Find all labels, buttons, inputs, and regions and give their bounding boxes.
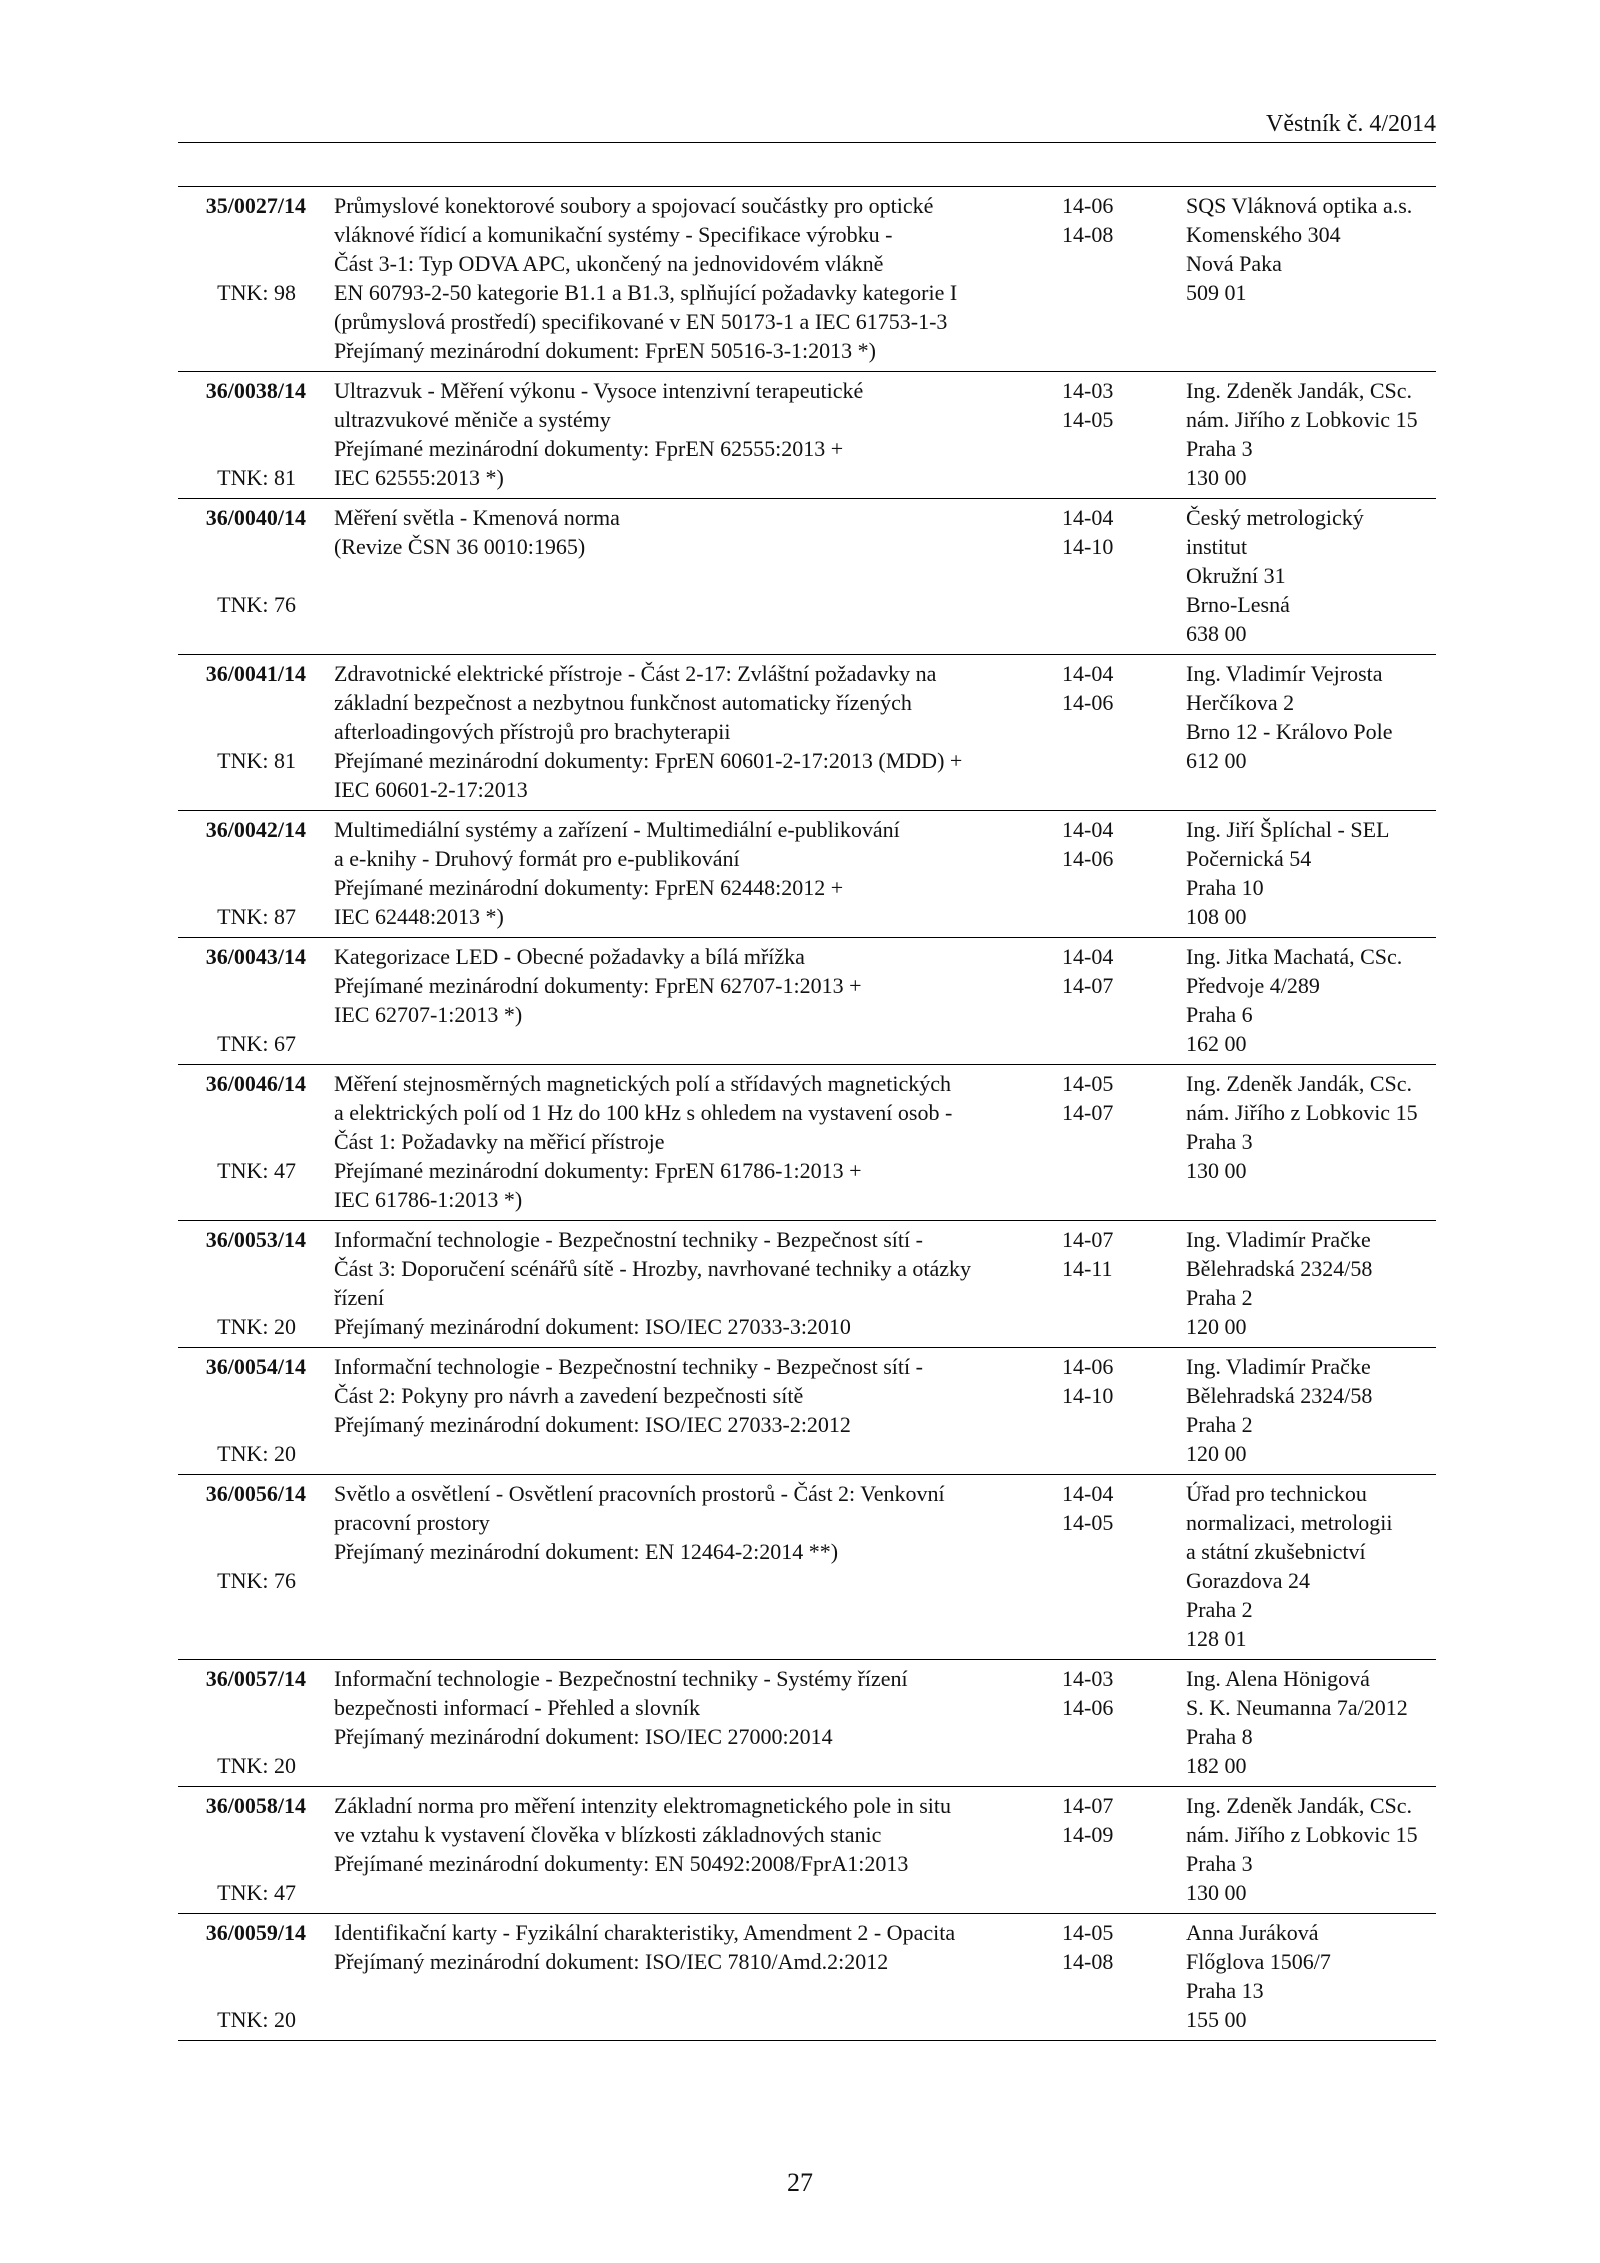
contact-address	[1186, 1791, 1436, 1907]
address-line: institut	[1186, 534, 1248, 559]
date-line: 14-10	[1062, 534, 1114, 559]
tnk-number: TNK: 20	[217, 1441, 296, 1466]
description-line: Přejímaný mezinárodní dokument: ISO/IEC 7810/Amd.2:2012	[334, 1949, 889, 1974]
contact-address	[1186, 815, 1436, 931]
description-line: ultrazvukové měniče a systémy	[334, 407, 611, 432]
description-line: Část 3: Doporučení scénářů sítě - Hrozby, navrhované techniky a otázky	[334, 1256, 971, 1281]
address-line: 128 01	[1186, 1626, 1247, 1651]
standard-description	[334, 1479, 1044, 1566]
address-line: Nová Paka	[1186, 251, 1282, 276]
tnk-number: TNK: 98	[217, 280, 296, 305]
address-line: 182 00	[1186, 1753, 1247, 1778]
standard-description	[334, 1791, 1044, 1878]
standard-description	[334, 1664, 1044, 1751]
date-line: 14-06	[1062, 193, 1114, 218]
journal-title: Věstník č. 4/2014	[1266, 111, 1436, 137]
standard-description	[334, 815, 1044, 931]
date-range	[1062, 815, 1142, 873]
description-line: vláknové řídicí a komunikační systémy - Specifikace výrobku -	[334, 222, 893, 247]
address-line: nám. Jiřího z Lobkovic 15	[1186, 1100, 1418, 1125]
standard-code: 36/0054/14	[205, 1354, 306, 1379]
contact-address	[1186, 1918, 1436, 2034]
table-row	[178, 1065, 1436, 1221]
address-line: Předvoje 4/289	[1186, 973, 1320, 998]
date-line: 14-09	[1062, 1822, 1114, 1847]
description-line: Identifikační karty - Fyzikální charakteristiky, Amendment 2 - Opacita	[334, 1920, 956, 1945]
description-line: Přejímané mezinárodní dokumenty: FprEN 60601-2-17:2013 (MDD) +	[334, 748, 963, 773]
table-row	[178, 1348, 1436, 1475]
address-line: Ing. Jiří Šplíchal - SEL	[1186, 817, 1390, 842]
standard-code: 36/0059/14	[205, 1920, 306, 1945]
address-line: Ing. Zdeněk Jandák, CSc.	[1186, 378, 1413, 403]
standard-code: 36/0056/14	[205, 1481, 306, 1506]
description-line: Kategorizace LED - Obecné požadavky a bílá mřížka	[334, 944, 805, 969]
address-line: S. K. Neumanna 7a/2012	[1186, 1695, 1408, 1720]
description-line: ve vztahu k vystavení člověka v blízkosti základnových stanic	[334, 1822, 882, 1847]
description-line: afterloadingových přístrojů pro brachyterapii	[334, 719, 731, 744]
address-line: Gorazdova 24	[1186, 1568, 1311, 1593]
address-line: Ing. Alena Hönigová	[1186, 1666, 1370, 1691]
date-range	[1062, 376, 1142, 434]
date-line: 14-06	[1062, 1354, 1114, 1379]
standard-description	[334, 659, 1044, 804]
table-row	[178, 372, 1436, 499]
address-line: Ing. Jitka Machatá, CSc.	[1186, 944, 1403, 969]
standard-code: 36/0053/14	[205, 1227, 306, 1252]
address-line: nám. Jiřího z Lobkovic 15	[1186, 1822, 1418, 1847]
description-line: Měření stejnosměrných magnetických polí a střídavých magnetických	[334, 1071, 952, 1096]
date-line: 14-07	[1062, 1100, 1114, 1125]
description-line: Přejímaný mezinárodní dokument: FprEN 50516-3-1:2013 *)	[334, 338, 876, 363]
date-line: 14-11	[1062, 1256, 1113, 1281]
description-line: IEC 62707-1:2013 *)	[334, 1002, 523, 1027]
contact-address	[1186, 659, 1436, 775]
table-row	[178, 499, 1436, 655]
tnk-number: TNK: 20	[217, 1753, 296, 1778]
standard-code: 36/0046/14	[205, 1071, 306, 1096]
table-row	[178, 186, 1436, 372]
address-line: SQS Vláknová optika a.s.	[1186, 193, 1413, 218]
date-line: 14-04	[1062, 505, 1114, 530]
contact-address	[1186, 1352, 1436, 1468]
address-line: Praha 3	[1186, 1851, 1253, 1876]
date-line: 14-04	[1062, 1481, 1114, 1506]
address-line: Bělehradská 2324/58	[1186, 1383, 1373, 1408]
description-line: a e-knihy - Druhový formát pro e-publikování	[334, 846, 740, 871]
tnk-number: TNK: 47	[217, 1880, 296, 1905]
date-range	[1062, 1352, 1142, 1410]
address-line: 155 00	[1186, 2007, 1247, 2032]
address-line: Praha 8	[1186, 1724, 1253, 1749]
description-line: IEC 61786-1:2013 *)	[334, 1187, 523, 1212]
tnk-number: TNK: 87	[217, 904, 296, 929]
address-line: Okružní 31	[1186, 563, 1286, 588]
description-line: Průmyslové konektorové soubory a spojovací součástky pro optické	[334, 193, 934, 218]
date-range	[1062, 942, 1142, 1000]
standards-table	[178, 186, 1436, 2041]
address-line: Praha 10	[1186, 875, 1264, 900]
address-line: nám. Jiřího z Lobkovic 15	[1186, 407, 1418, 432]
address-line: Ing. Zdeněk Jandák, CSc.	[1186, 1793, 1413, 1818]
address-line: Praha 2	[1186, 1597, 1253, 1622]
contact-address	[1186, 942, 1436, 1058]
address-line: Úřad pro technickou	[1186, 1481, 1367, 1506]
standard-description	[334, 503, 1044, 561]
description-line: Ultrazvuk - Měření výkonu - Vysoce intenzivní terapeutické	[334, 378, 864, 403]
contact-address	[1186, 376, 1436, 492]
description-line: Část 3-1: Typ ODVA APC, ukončený na jednovidovém vlákně	[334, 251, 884, 276]
date-line: 14-06	[1062, 1695, 1114, 1720]
description-line: Zdravotnické elektrické přístroje - Část 2-17: Zvláštní požadavky na	[334, 661, 937, 686]
tnk-number: TNK: 20	[217, 2007, 296, 2032]
description-line: Přejímaný mezinárodní dokument: ISO/IEC 27033-2:2012	[334, 1412, 851, 1437]
address-line: Praha 2	[1186, 1412, 1253, 1437]
description-line: IEC 62448:2013 *)	[334, 904, 504, 929]
standard-description	[334, 1069, 1044, 1214]
description-line: Přejímané mezinárodní dokumenty: FprEN 61786-1:2013 +	[334, 1158, 862, 1183]
date-range	[1062, 503, 1142, 561]
description-line: bezpečnosti informací - Přehled a slovník	[334, 1695, 700, 1720]
address-line: Praha 3	[1186, 436, 1253, 461]
address-line: 130 00	[1186, 465, 1247, 490]
address-line: Počernická 54	[1186, 846, 1312, 871]
table-row	[178, 1787, 1436, 1914]
address-line: Český metrologický	[1186, 505, 1364, 530]
page-number: 27	[787, 2168, 813, 2197]
tnk-number: TNK: 20	[217, 1314, 296, 1339]
date-line: 14-08	[1062, 1949, 1114, 1974]
tnk-number: TNK: 81	[217, 465, 296, 490]
table-row	[178, 1221, 1436, 1348]
description-line: a elektrických polí od 1 Hz do 100 kHz s ohledem na vystavení osob -	[334, 1100, 953, 1125]
standard-code: 36/0057/14	[205, 1666, 306, 1691]
standard-code: 36/0058/14	[205, 1793, 306, 1818]
address-line: 108 00	[1186, 904, 1247, 929]
contact-address	[1186, 1479, 1436, 1653]
address-line: Bělehradská 2324/58	[1186, 1256, 1373, 1281]
table-row	[178, 655, 1436, 811]
description-line: Multimediální systémy a zařízení - Multimediální e-publikování	[334, 817, 900, 842]
description-line: Základní norma pro měření intenzity elektromagnetického pole in situ	[334, 1793, 952, 1818]
description-line: Informační technologie - Bezpečnostní techniky - Bezpečnost sítí -	[334, 1354, 923, 1379]
address-line: Ing. Zdeněk Jandák, CSc.	[1186, 1071, 1413, 1096]
date-line: 14-05	[1062, 1071, 1114, 1096]
address-line: 509 01	[1186, 280, 1247, 305]
address-line: Praha 3	[1186, 1129, 1253, 1154]
date-range	[1062, 1225, 1142, 1283]
date-line: 14-05	[1062, 1510, 1114, 1535]
description-line: základní bezpečnost a nezbytnou funkčnost automaticky řízených	[334, 690, 912, 715]
address-line: Herčíkova 2	[1186, 690, 1295, 715]
table-row	[178, 811, 1436, 938]
description-line: EN 60793-2-50 kategorie B1.1 a B1.3, splňující požadavky kategorie I	[334, 280, 958, 305]
address-line: Flőglova 1506/7	[1186, 1949, 1331, 1974]
date-range	[1062, 1918, 1142, 1976]
date-line: 14-08	[1062, 222, 1114, 247]
tnk-number: TNK: 67	[217, 1031, 296, 1056]
standard-description	[334, 376, 1044, 492]
description-line: Informační technologie - Bezpečnostní techniky - Bezpečnost sítí -	[334, 1227, 923, 1252]
description-line: Přejímané mezinárodní dokumenty: FprEN 62448:2012 +	[334, 875, 844, 900]
date-line: 14-10	[1062, 1383, 1114, 1408]
description-line: (průmyslová prostředí) specifikované v EN 50173-1 a IEC 61753-1-3	[334, 309, 948, 334]
description-line: Část 2: Pokyny pro návrh a zavedení bezpečnosti sítě	[334, 1383, 804, 1408]
table-row	[178, 1660, 1436, 1787]
address-line: Brno 12 - Královo Pole	[1186, 719, 1393, 744]
contact-address	[1186, 503, 1436, 648]
date-line: 14-06	[1062, 690, 1114, 715]
tnk-number: TNK: 76	[217, 1568, 296, 1593]
address-line: 120 00	[1186, 1441, 1247, 1466]
description-line: Přejímaný mezinárodní dokument: ISO/IEC 27000:2014	[334, 1724, 833, 1749]
date-line: 14-07	[1062, 1227, 1114, 1252]
standard-code: 36/0041/14	[205, 661, 306, 686]
address-line: Ing. Vladimír Vejrosta	[1186, 661, 1383, 686]
address-line: Praha 2	[1186, 1285, 1253, 1310]
standard-code: 36/0038/14	[205, 378, 306, 403]
description-line: Měření světla - Kmenová norma	[334, 505, 620, 530]
description-line: IEC 60601-2-17:2013	[334, 777, 528, 802]
date-range	[1062, 1664, 1142, 1722]
date-range	[1062, 1479, 1142, 1537]
address-line: Komenského 304	[1186, 222, 1341, 247]
date-range	[1062, 191, 1142, 249]
standard-code: 35/0027/14	[205, 193, 306, 218]
standard-code: 36/0042/14	[205, 817, 306, 842]
description-line: Přejímaný mezinárodní dokument: EN 12464-2:2014 **)	[334, 1539, 839, 1564]
date-line: 14-07	[1062, 1793, 1114, 1818]
date-line: 14-04	[1062, 661, 1114, 686]
contact-address	[1186, 1069, 1436, 1185]
date-line: 14-06	[1062, 846, 1114, 871]
standard-code: 36/0043/14	[205, 944, 306, 969]
contact-address	[1186, 1225, 1436, 1341]
description-line: IEC 62555:2013 *)	[334, 465, 504, 490]
date-line: 14-03	[1062, 1666, 1114, 1691]
address-line: Ing. Vladimír Pračke	[1186, 1354, 1371, 1379]
address-line: 130 00	[1186, 1880, 1247, 1905]
table-row	[178, 938, 1436, 1065]
date-range	[1062, 1069, 1142, 1127]
standard-description	[334, 1352, 1044, 1439]
address-line: Praha 6	[1186, 1002, 1253, 1027]
date-line: 14-07	[1062, 973, 1114, 998]
description-line: Světlo a osvětlení - Osvětlení pracovních prostorů - Část 2: Venkovní	[334, 1481, 945, 1506]
date-line: 14-05	[1062, 407, 1114, 432]
address-line: 130 00	[1186, 1158, 1247, 1183]
standard-description	[334, 942, 1044, 1029]
date-line: 14-03	[1062, 378, 1114, 403]
address-line: a státní zkušebnictví	[1186, 1539, 1366, 1564]
description-line: Přejímaný mezinárodní dokument: ISO/IEC 27033-3:2010	[334, 1314, 851, 1339]
description-line: (Revize ČSN 36 0010:1965)	[334, 534, 586, 559]
table-row	[178, 1914, 1436, 2041]
date-range	[1062, 659, 1142, 717]
description-line: Přejímané mezinárodní dokumenty: EN 50492:2008/FprA1:2013	[334, 1851, 909, 1876]
description-line: Přejímané mezinárodní dokumenty: FprEN 62707-1:2013 +	[334, 973, 862, 998]
description-line: Informační technologie - Bezpečnostní techniky - Systémy řízení	[334, 1666, 908, 1691]
page-header	[178, 112, 1436, 143]
address-line: Praha 13	[1186, 1978, 1264, 2003]
description-line: Část 1: Požadavky na měřicí přístroje	[334, 1129, 665, 1154]
date-line: 14-04	[1062, 817, 1114, 842]
address-line: 638 00	[1186, 621, 1247, 646]
address-line: 162 00	[1186, 1031, 1247, 1056]
tnk-number: TNK: 76	[217, 592, 296, 617]
address-line: Anna Juráková	[1186, 1920, 1319, 1945]
description-line: řízení	[334, 1285, 385, 1310]
address-line: Ing. Vladimír Pračke	[1186, 1227, 1371, 1252]
contact-address	[1186, 1664, 1436, 1780]
table-row	[178, 1475, 1436, 1660]
standard-description	[334, 1918, 1044, 1976]
tnk-number: TNK: 81	[217, 748, 296, 773]
standard-description	[334, 1225, 1044, 1341]
description-line: Přejímané mezinárodní dokumenty: FprEN 62555:2013 +	[334, 436, 844, 461]
contact-address	[1186, 191, 1436, 307]
standard-description	[334, 191, 1044, 365]
description-line: pracovní prostory	[334, 1510, 490, 1535]
date-line: 14-04	[1062, 944, 1114, 969]
address-line: normalizaci, metrologii	[1186, 1510, 1393, 1535]
date-range	[1062, 1791, 1142, 1849]
address-line: Brno-Lesná	[1186, 592, 1290, 617]
standard-code: 36/0040/14	[205, 505, 306, 530]
address-line: 612 00	[1186, 748, 1247, 773]
tnk-number: TNK: 47	[217, 1158, 296, 1183]
date-line: 14-05	[1062, 1920, 1114, 1945]
address-line: 120 00	[1186, 1314, 1247, 1339]
